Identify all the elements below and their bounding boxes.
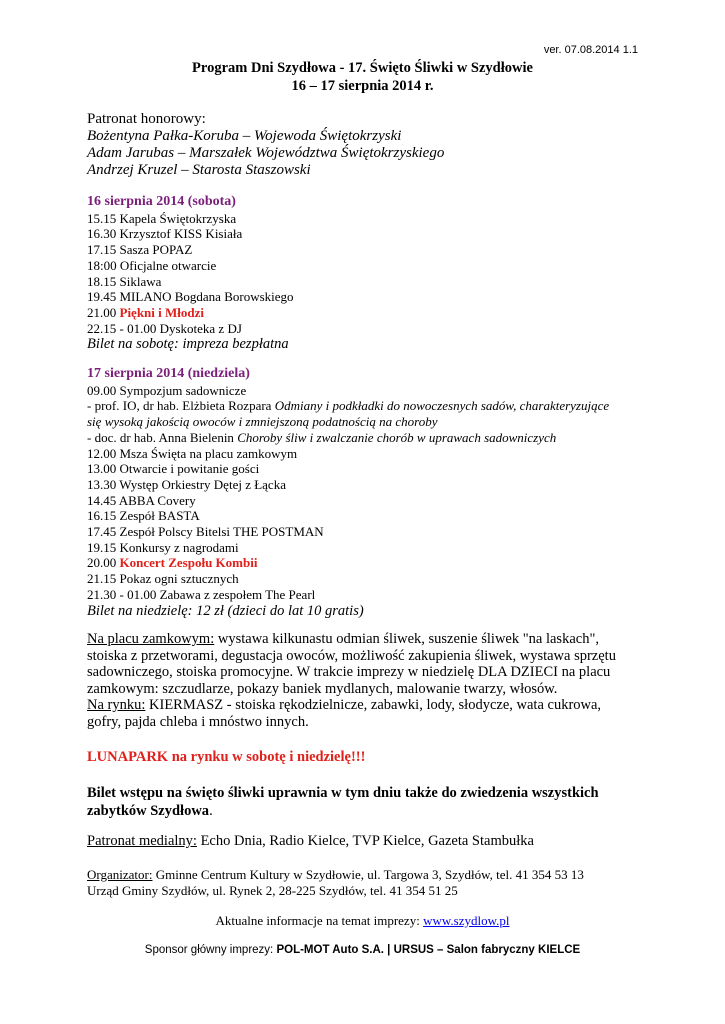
saturday-program: [87, 194, 647, 353]
website-link[interactable]: www.szydlow.pl: [423, 913, 510, 928]
sunday-ticket: Bilet na niedzielę: 12 zł (dzieci do lat 10 gratis): [87, 602, 364, 619]
market-text: KIERMASZ - stoiska rękodzielnicze, zabawki, lody, słodycze, wata cukrowa,: [145, 697, 602, 713]
program-item: 13.30 Występ Orkiestry Dętej z Łącka: [87, 476, 286, 492]
lecture-author: - prof. IO, dr hab. Elżbieta Rozpara: [87, 398, 272, 414]
lecture-title: Odmiany i podkładki do nowoczesnych sadów, charakteryzujące: [274, 398, 610, 414]
program-item: 18:00 Oficjalne otwarcie: [87, 257, 217, 273]
ticket-info-line: Bilet wstępu na święto śliwki uprawnia w tym dniu także do zwiedzenia wszystkich: [87, 785, 599, 801]
ticket-info-dot: .: [209, 803, 213, 819]
program-item: 22.15 - 01.00 Dyskoteka z DJ: [87, 320, 242, 336]
program-item: 16.15 Zespół BASTA: [87, 508, 200, 524]
castle-label: Na placu zamkowym:: [87, 631, 215, 647]
version-label: ver. 07.08.2014 1.1: [543, 44, 638, 56]
page-title: Program Dni Szydłowa - 17. Święto Śliwki w Szydłowie: [192, 60, 533, 76]
program-item: 16.30 Krzysztof KISS Kisiała: [87, 226, 243, 242]
castle-text: stoiska z przetworami, degustacja owoców, możliwość zakupienia śliwek, wystawa sprzętu: [87, 647, 616, 664]
highlight-time: 21.00: [87, 304, 117, 320]
market-label: Na rynku:: [87, 697, 146, 713]
page-subtitle-dates: 16 – 17 sierpnia 2014 r.: [291, 78, 434, 94]
lecture-2: [87, 430, 647, 446]
organizer-info: [87, 867, 647, 898]
program-item-highlight: [87, 305, 647, 321]
highlight-name: Koncert Zespołu Kombii: [119, 555, 258, 571]
lecture-author: - doc. dr hab. Anna Bielenin: [87, 429, 234, 445]
castle-text: zamkowym: szczudlarze, pokazy baniek mydlanych, malowanie twarzy, włosów.: [87, 680, 558, 697]
program-item: 21.30 - 01.00 Zabawa z zespołem The Pearl: [87, 586, 316, 602]
program-item: 19.45 MILANO Bogdana Borowskiego: [87, 289, 294, 305]
lunapark-notice: LUNAPARK na rynku w sobotę i niedzielę!!!: [87, 749, 366, 765]
program-item: 21.15 Pokaz ogni sztucznych: [87, 571, 239, 587]
sunday-program: [87, 366, 647, 620]
media-label: Patronat medialny:: [87, 833, 197, 849]
saturday-header: 16 sierpnia 2014 (sobota): [87, 194, 236, 209]
attractions-info: [87, 631, 647, 730]
highlight-name: Piękni i Młodzi: [119, 304, 204, 320]
castle-text: sadowniczego, stoiska promocyjne. W trakcie imprezy w niedzielę DLA DZIECI na placu: [87, 664, 611, 680]
lecture-1: [87, 398, 647, 414]
sponsor-info: [0, 944, 725, 956]
organizer-text: Urząd Gminy Szydłów, ul. Rynek 2, 28-225 Szydłów, tel. 41 354 51 25: [87, 882, 458, 898]
lecture-title-cont: się wysoką jakością owoców i zmniejszoną podatnością na choroby: [87, 414, 438, 430]
saturday-ticket: Bilet na sobotę: impreza bezpłatna: [87, 336, 289, 353]
organizer-text: Gminne Centrum Kultury w Szydłowie, ul. Targowa 3, Szydłów, tel. 41 354 53 13: [152, 867, 584, 882]
honorary-patronage: [87, 111, 647, 179]
organizer-label: Organizator:: [87, 867, 153, 882]
current-info: [0, 913, 725, 929]
program-item: 18.15 Siklawa: [87, 273, 162, 289]
lecture-title: Choroby śliw i zwalczanie chorób w uprawach sadowniczych: [237, 429, 557, 445]
media-text: Echo Dnia, Radio Kielce, TVP Kielce, Gazeta Stambułka: [196, 833, 534, 849]
program-item: 09.00 Sympozjum sadownicze: [87, 382, 247, 398]
sponsor-label: Sponsor główny imprezy:: [144, 944, 277, 956]
patron-1: Bożentyna Pałka-Koruba – Wojewoda Świętokrzyski: [87, 128, 402, 144]
sponsor-name: POL-MOT Auto S.A. | URSUS – Salon fabryczny KIELCE: [276, 944, 581, 956]
program-item-highlight: [87, 555, 647, 571]
program-item: 19.15 Konkursy z nagrodami: [87, 539, 239, 555]
program-item: 14.45 ABBA Covery: [87, 492, 196, 508]
patron-2: Adam Jarubas – Marszałek Województwa Świętokrzyskiego: [87, 145, 445, 161]
ticket-info-line: zabytków Szydłowa: [87, 803, 210, 819]
patron-3: Andrzej Kruzel – Starosta Staszowski: [87, 162, 311, 178]
castle-text: wystawa kilkunastu odmian śliwek, suszenie śliwek "na laskach",: [214, 631, 599, 647]
current-info-text: Aktualne informacje na temat imprezy:: [215, 913, 424, 928]
program-item: 12.00 Msza Święta na placu zamkowym: [87, 445, 298, 461]
program-item: 13.00 Otwarcie i powitanie gości: [87, 461, 260, 477]
ticket-info: [87, 784, 632, 820]
program-item: 17.45 Zespół Polscy Bitelsi THE POSTMAN: [87, 524, 324, 540]
patronage-label: Patronat honorowy:: [87, 111, 206, 127]
program-item: 15.15 Kapela Świętokrzyska: [87, 210, 237, 226]
highlight-time: 20.00: [87, 555, 117, 571]
program-item: 17.15 Sasza POPAZ: [87, 242, 193, 258]
market-text: gofry, pajda chleba i mnóstwo innych.: [87, 713, 309, 730]
sunday-header: 17 sierpnia 2014 (niedziela): [87, 366, 250, 381]
media-patronage: [87, 833, 647, 850]
